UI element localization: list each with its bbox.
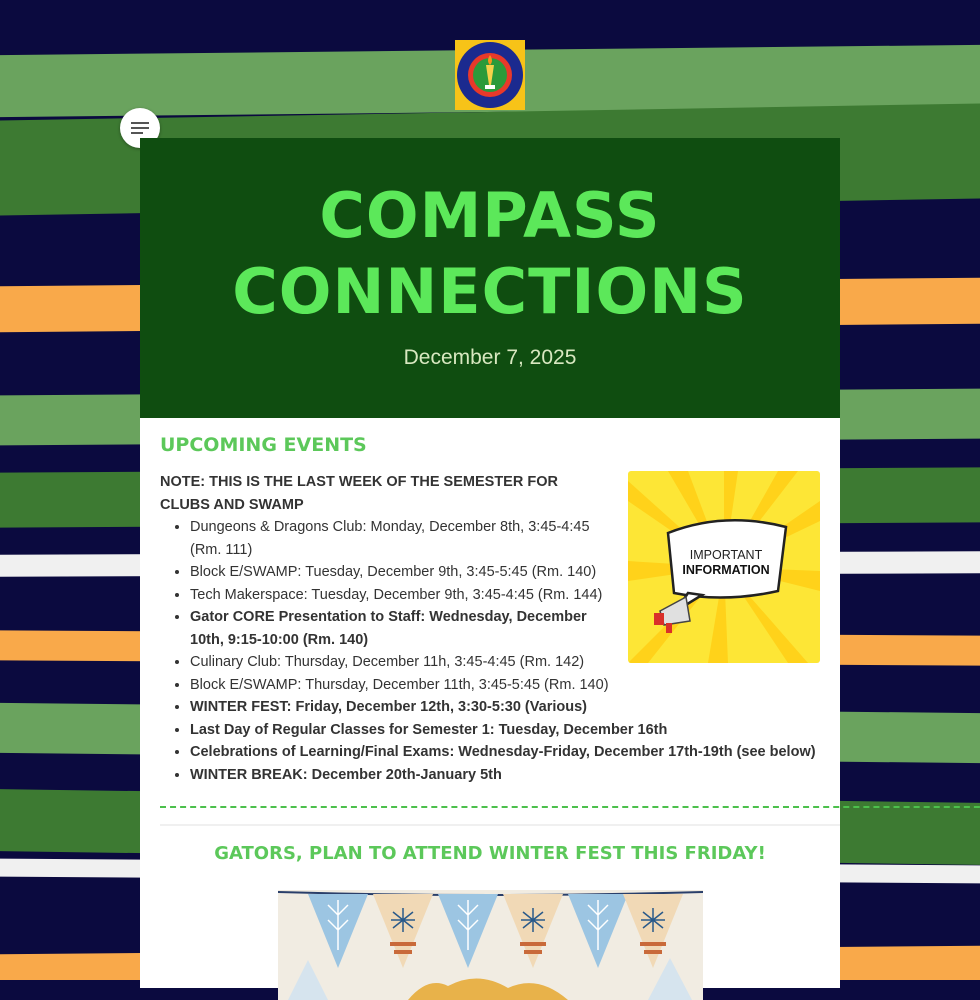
section-separator — [160, 824, 840, 826]
upcoming-events-heading: UPCOMING EVENTS — [160, 434, 367, 456]
winter-pennant-banner — [278, 890, 703, 1000]
list-item: • Culinary Club: Thursday, December 11h, 3:45-4:45 (Rm. 142) — [190, 651, 620, 674]
list-icon — [130, 121, 150, 135]
important-text: IMPORTANT — [689, 548, 763, 562]
section-divider — [160, 806, 980, 808]
newsletter-date: December 7, 2025 — [403, 346, 577, 369]
important-info-graphic — [628, 471, 820, 663]
list-item: • Block E/SWAMP: Tuesday, December 9th, 3:45-5:45 (Rm. 140) — [190, 561, 620, 584]
list-item: • Tech Makerspace: Tuesday, December 9th, 3:45-4:45 (Rm. 144) — [190, 584, 620, 607]
newsletter-title: COMPASS CONNECTIONS — [232, 179, 748, 328]
important-information-image[interactable] — [628, 471, 820, 663]
list-item: • Dungeons & Dragons Club: Monday, December 8th, 3:45-4:45 (Rm. 111) — [190, 516, 620, 561]
compass-academy-logo[interactable] — [455, 40, 525, 110]
list-item: • Celebrations of Learning/Final Exams: Wednesday-Friday, December 17th-19th (see below) — [190, 741, 850, 764]
list-item: • Gator CORE Presentation to Staff: Wednesday, December 10th, 9:15-10:00 (Rm. 140) — [190, 606, 620, 651]
newsletter-header — [140, 138, 840, 418]
logo-emblem-icon — [456, 41, 524, 109]
winter-fest-heading: GATORS, PLAN TO ATTEND WINTER FEST THIS FRIDAY! — [214, 843, 766, 864]
winter-fest-poster[interactable] — [278, 890, 703, 1000]
information-text: INFORMATION — [682, 563, 770, 577]
semester-note: NOTE: THIS IS THE LAST WEEK OF THE SEMESTER FOR CLUBS AND SWAMP — [160, 474, 558, 513]
newsletter-card — [140, 138, 840, 988]
list-item: • WINTER FEST: Friday, December 12th, 3:30-5:30 (Various) — [190, 696, 850, 719]
list-item: • WINTER BREAK: December 20th-January 5th — [190, 764, 850, 787]
list-item: • Block E/SWAMP: Thursday, December 11th, 3:45-5:45 (Rm. 140) — [190, 674, 850, 697]
list-item: • Last Day of Regular Classes for Semester 1: Tuesday, December 16th — [190, 719, 850, 742]
